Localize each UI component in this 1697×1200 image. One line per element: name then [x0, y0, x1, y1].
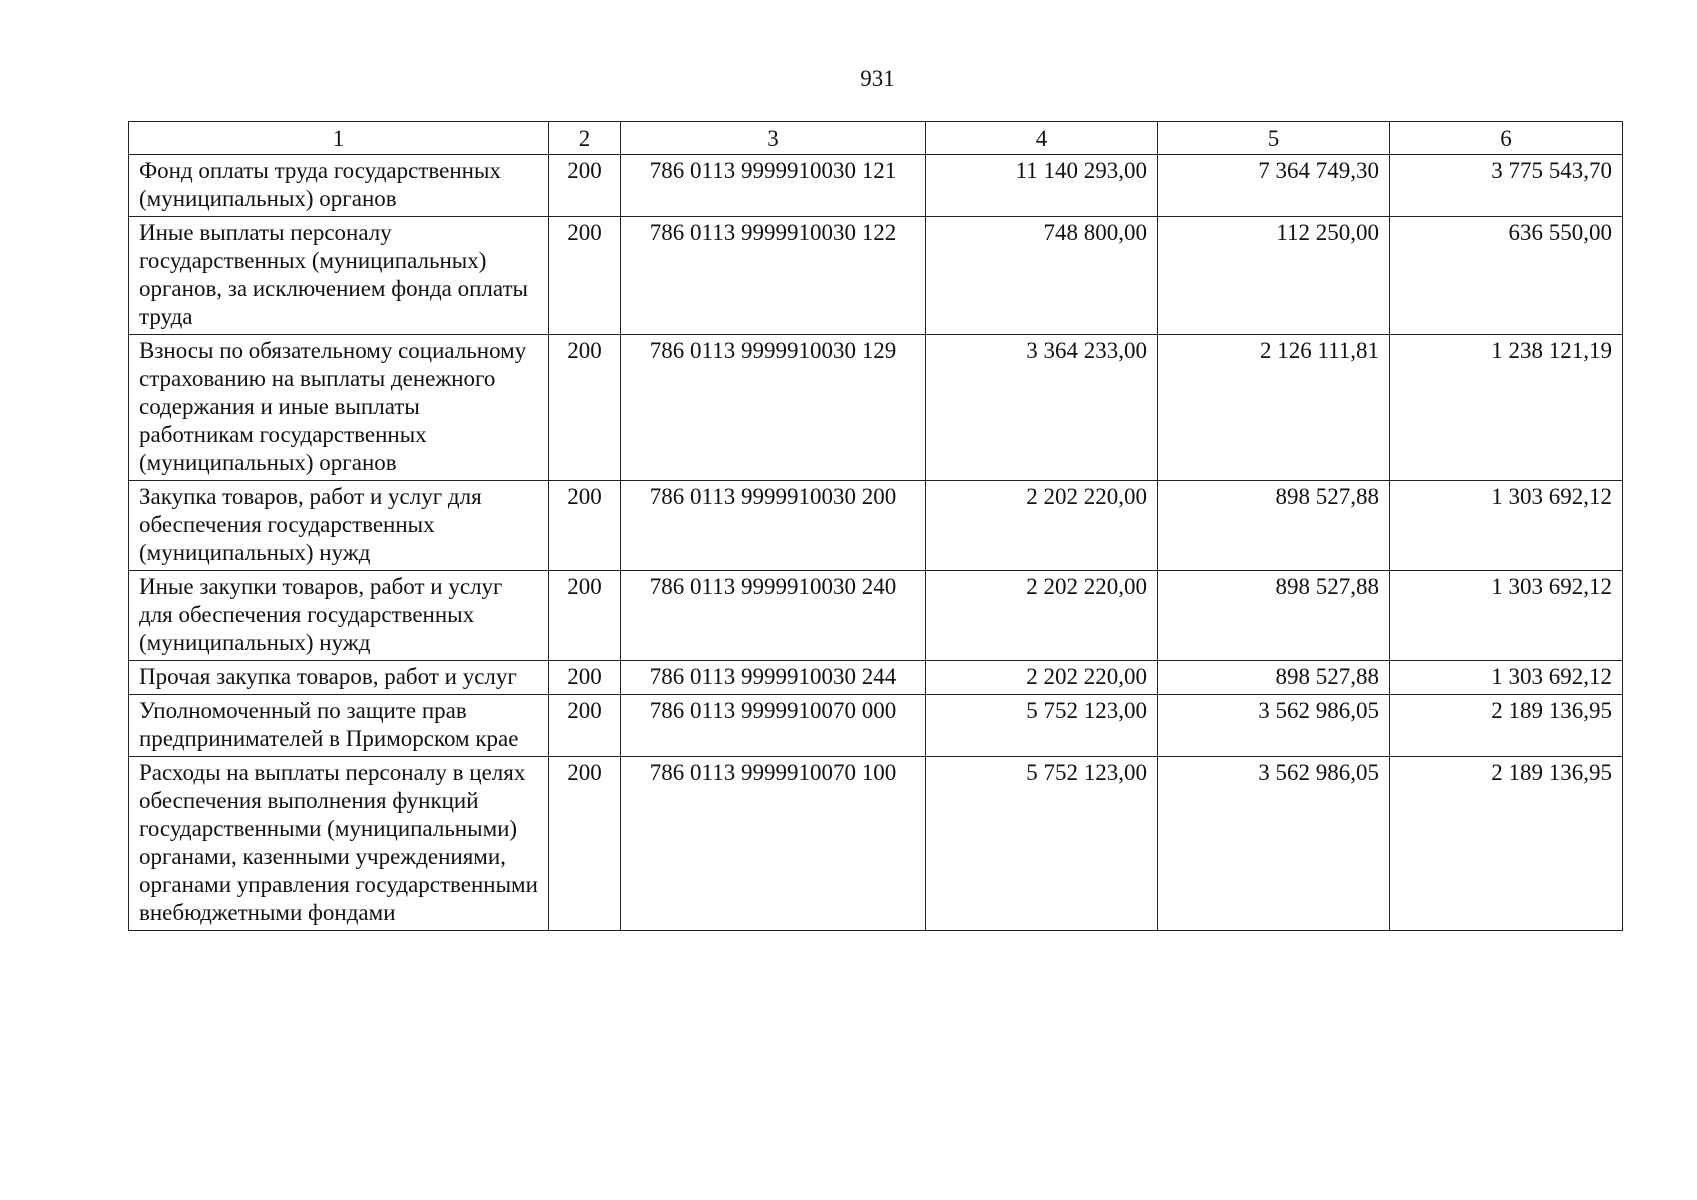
table-row [129, 155, 1623, 217]
row-col4: 3 364 233,00 [926, 335, 1158, 481]
header-cell-6: 6 [1390, 122, 1623, 155]
table-row [129, 757, 1623, 931]
row-col5: 3 562 986,05 [1158, 695, 1390, 757]
table-row [129, 481, 1623, 571]
row-code: 786 0113 9999910030 122 [621, 217, 926, 335]
row-name: Прочая закупка товаров, работ и услуг [129, 661, 549, 695]
row-code: 786 0113 9999910070 000 [621, 695, 926, 757]
row-col5: 898 527,88 [1158, 661, 1390, 695]
table-row [129, 571, 1623, 661]
row-name: Закупка товаров, работ и услуг для обеспечения государственных (муниципальных) нужд [129, 481, 549, 571]
header-row [129, 122, 1623, 155]
row-code: 786 0113 9999910030 244 [621, 661, 926, 695]
row-name: Расходы на выплаты персоналу в целях обеспечения выполнения функций государственными (муниципальными) органами, казенными учреждениями, органами управления государственными внебюджетными фондами [129, 757, 549, 931]
row-col5: 898 527,88 [1158, 571, 1390, 661]
table-row [129, 661, 1623, 695]
row-col6: 1 303 692,12 [1390, 571, 1623, 661]
row-col4: 2 202 220,00 [926, 661, 1158, 695]
row-section: 200 [549, 757, 621, 931]
row-col5: 3 562 986,05 [1158, 757, 1390, 931]
row-col6: 1 303 692,12 [1390, 481, 1623, 571]
row-section: 200 [549, 661, 621, 695]
row-col4: 11 140 293,00 [926, 155, 1158, 217]
budget-table [128, 121, 1623, 931]
row-col5: 898 527,88 [1158, 481, 1390, 571]
header-cell-3: 3 [621, 122, 926, 155]
row-col4: 5 752 123,00 [926, 757, 1158, 931]
table-row [129, 695, 1623, 757]
row-col5: 2 126 111,81 [1158, 335, 1390, 481]
row-col4: 2 202 220,00 [926, 571, 1158, 661]
table-row [129, 217, 1623, 335]
row-col5: 7 364 749,30 [1158, 155, 1390, 217]
page-number: 931 [860, 66, 895, 91]
row-code: 786 0113 9999910030 121 [621, 155, 926, 217]
row-col6: 2 189 136,95 [1390, 695, 1623, 757]
row-col6: 1 238 121,19 [1390, 335, 1623, 481]
row-col6: 3 775 543,70 [1390, 155, 1623, 217]
row-section: 200 [549, 335, 621, 481]
row-col5: 112 250,00 [1158, 217, 1390, 335]
row-name: Фонд оплаты труда государственных (муниципальных) органов [129, 155, 549, 217]
header-cell-1: 1 [129, 122, 549, 155]
row-code: 786 0113 9999910070 100 [621, 757, 926, 931]
row-code: 786 0113 9999910030 240 [621, 571, 926, 661]
row-section: 200 [549, 695, 621, 757]
table-row [129, 335, 1623, 481]
row-code: 786 0113 9999910030 129 [621, 335, 926, 481]
row-name: Уполномоченный по защите прав предпринимателей в Приморском крае [129, 695, 549, 757]
row-name: Иные выплаты персоналу государственных (муниципальных) органов, за исключением фонда оплаты труда [129, 217, 549, 335]
row-col6: 2 189 136,95 [1390, 757, 1623, 931]
row-col6: 1 303 692,12 [1390, 661, 1623, 695]
row-code: 786 0113 9999910030 200 [621, 481, 926, 571]
row-col6: 636 550,00 [1390, 217, 1623, 335]
row-section: 200 [549, 217, 621, 335]
row-section: 200 [549, 155, 621, 217]
header-cell-4: 4 [926, 122, 1158, 155]
row-name: Взносы по обязательному социальному страхованию на выплаты денежного содержания и иные выплаты работникам государственных (муниципальных) органов [129, 335, 549, 481]
header-cell-2: 2 [549, 122, 621, 155]
row-col4: 2 202 220,00 [926, 481, 1158, 571]
row-col4: 748 800,00 [926, 217, 1158, 335]
row-name: Иные закупки товаров, работ и услуг для обеспечения государственных (муниципальных) нужд [129, 571, 549, 661]
row-col4: 5 752 123,00 [926, 695, 1158, 757]
row-section: 200 [549, 481, 621, 571]
header-cell-5: 5 [1158, 122, 1390, 155]
row-section: 200 [549, 571, 621, 661]
